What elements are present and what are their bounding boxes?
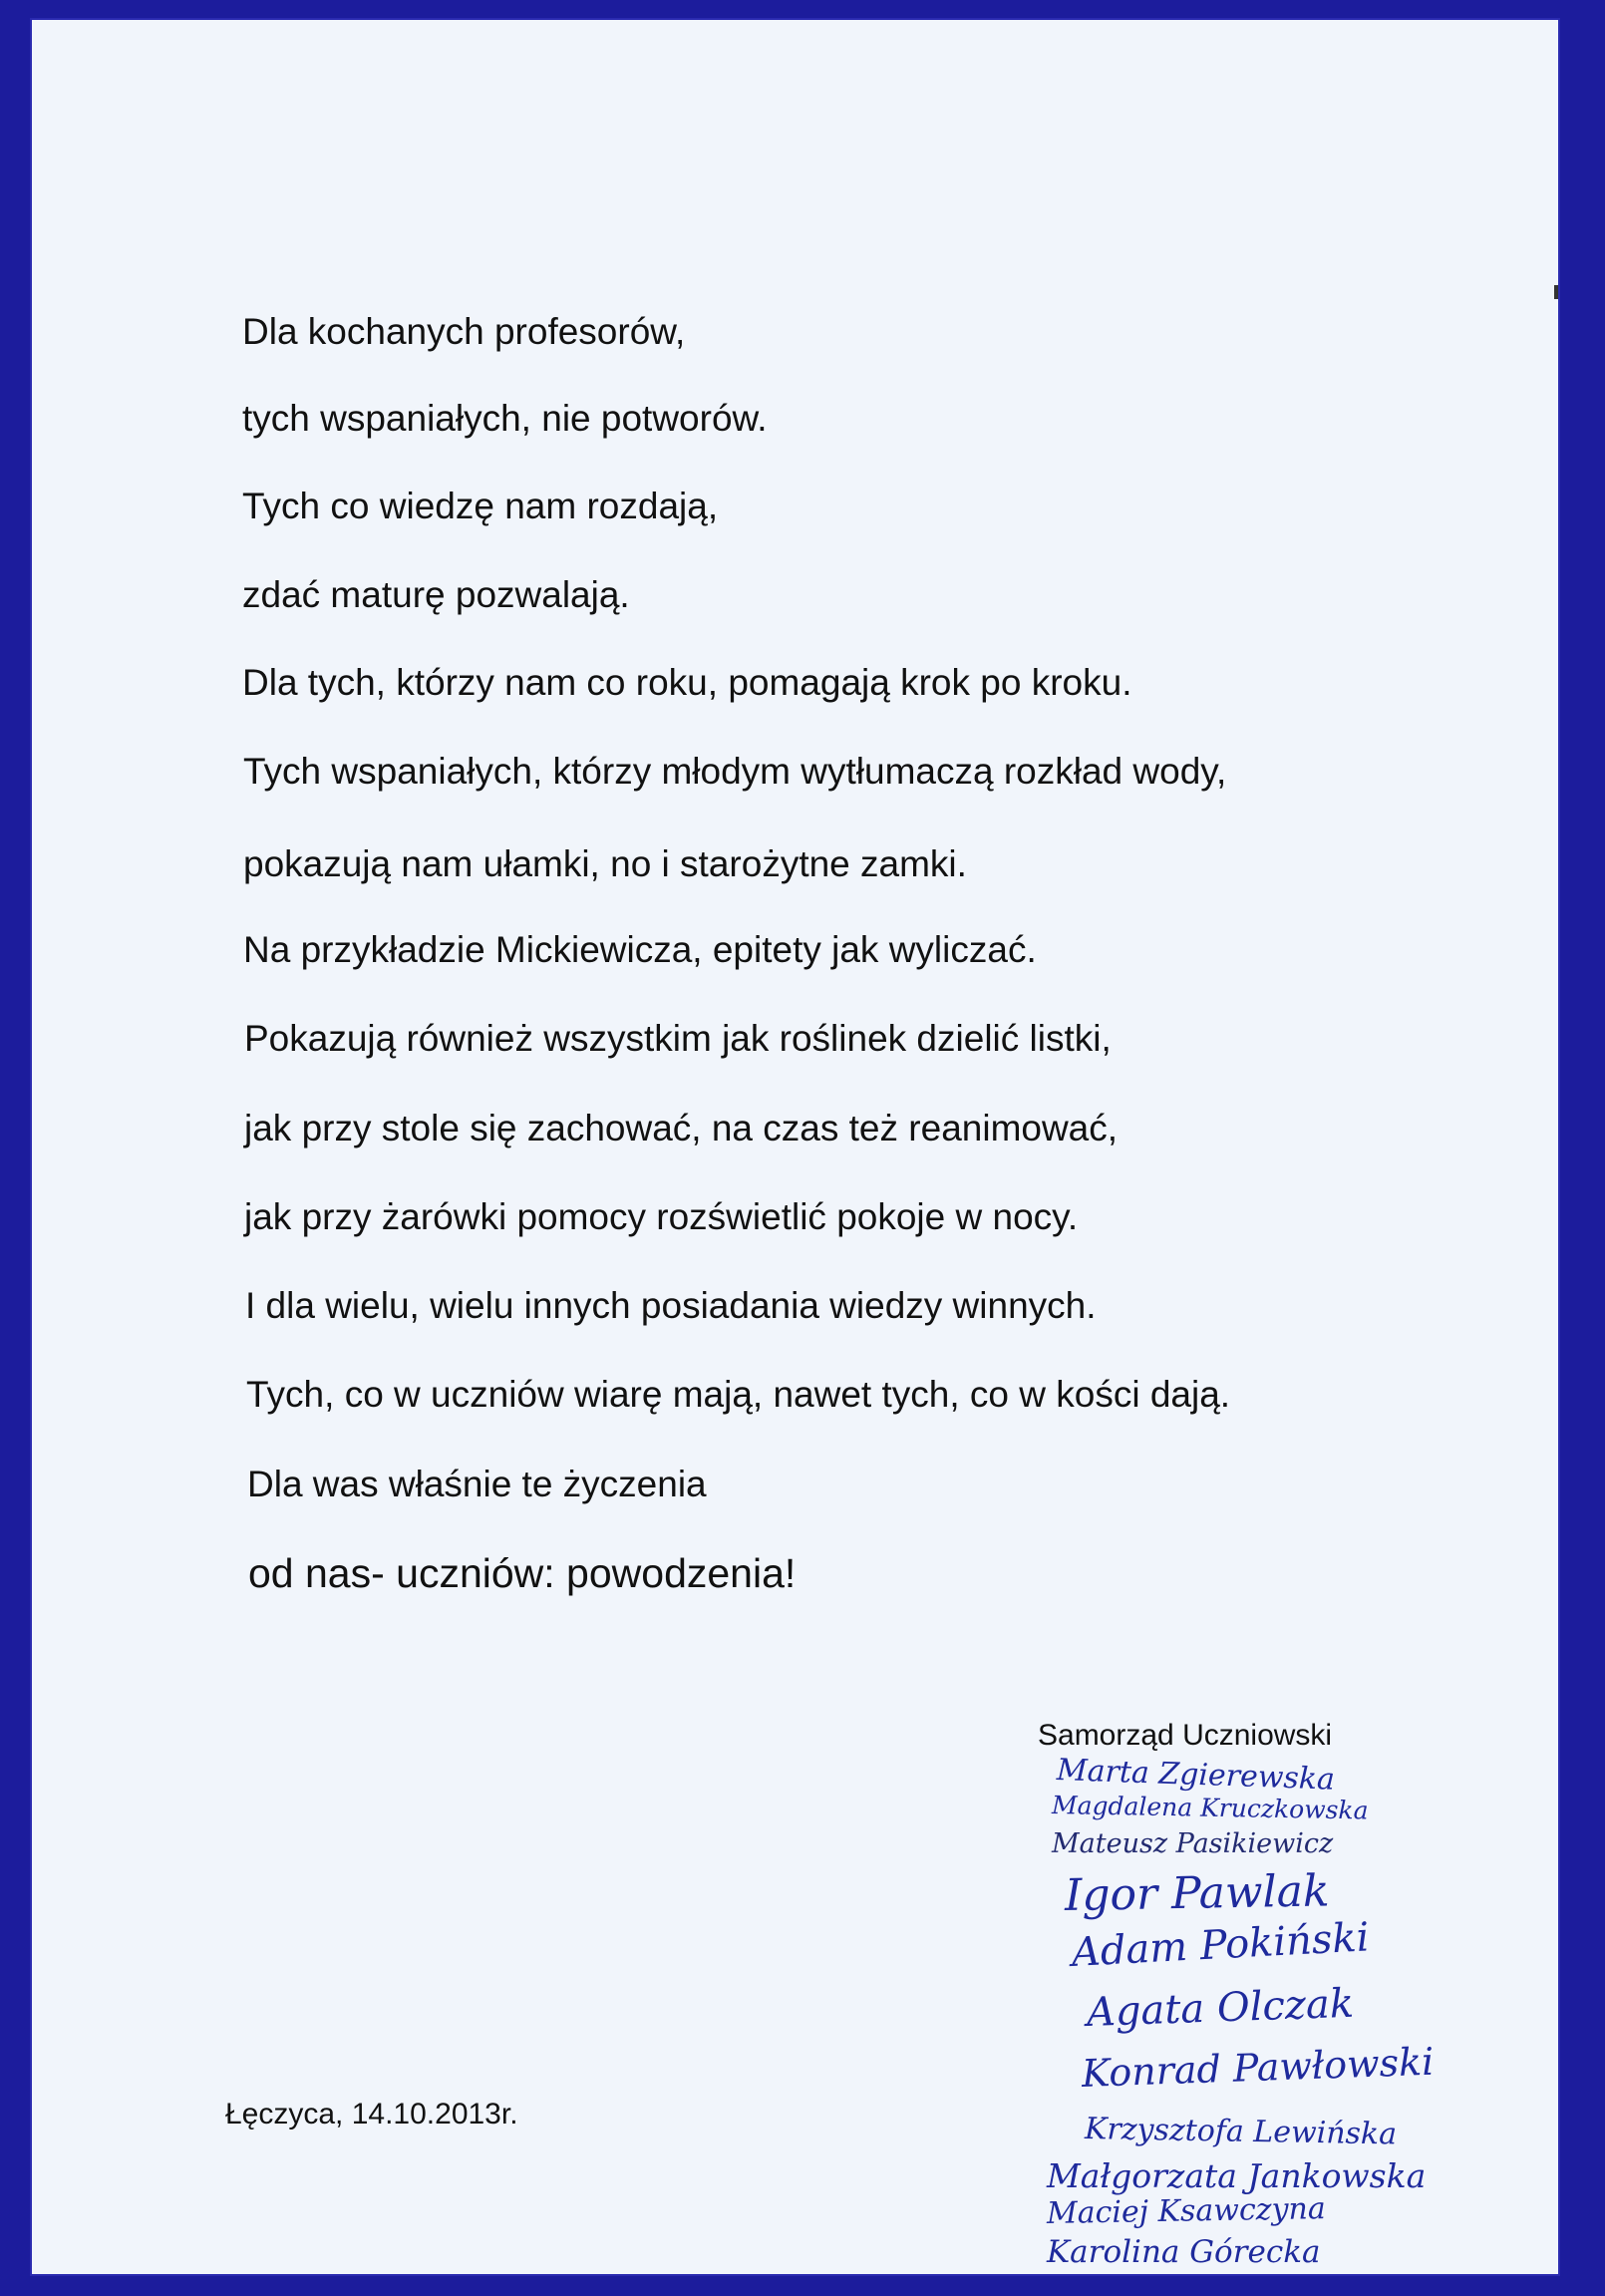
signature: Mateusz Pasikiewicz [1052,1828,1334,1859]
signature: Adam Pokiński [1070,1914,1371,1976]
poem-line: pokazują nam ułamki, no i starożytne zamki. [243,843,967,884]
signature: Krzysztofa Lewińska [1084,2112,1398,2152]
signature: Małgorzata Jankowska [1047,2156,1427,2195]
poem-line: zdać maturę pozwalają. [242,574,630,615]
signoff: Samorząd Uczniowski [1038,1719,1333,1752]
paper-sheet [30,18,1560,2276]
poem-line: jak przy żarówki pomocy rozświetlić pokoje w nocy. [244,1196,1079,1237]
place-and-date: Łęczyca, 14.10.2013r. [225,2098,518,2131]
poem-line: Dla was właśnie te życzenia [247,1464,707,1504]
signature: Igor Pawlak [1064,1865,1330,1921]
signatures-block [1037,1753,1436,2271]
signature: Magdalena Kruczkowska [1051,1791,1369,1825]
poem-closing-line: od nas- uczniów: powodzenia! [248,1550,797,1596]
signature: Marta Zgierewska [1056,1753,1336,1798]
signature: Agata Olczak [1086,1980,1355,2036]
poem-line: Tych co wiedzę nam rozdają, [242,486,719,526]
signature: Karolina Górecka [1047,2234,1321,2270]
poem-line: Tych wspaniałych, którzy młodym wytłumaczą rozkład wody, [243,751,1227,792]
scan-edge-mark [1554,285,1558,299]
poem-line: Pokazują również wszystkim jak roślinek dzielić listki, [244,1018,1112,1059]
poem-line: jak przy stole się zachować, na czas też reanimować, [244,1108,1119,1148]
signature: Konrad Pawłowski [1081,2039,1435,2096]
poem-line: Dla kochanych profesorów, [242,311,686,352]
poem-line: Dla tych, którzy nam co roku, pomagają krok po kroku. [242,662,1132,703]
poem-line: tych wspaniałych, nie potworów. [242,398,768,439]
poem-line: I dla wielu, wielu innych posiadania wiedzy winnych. [245,1285,1097,1326]
poem-line: Tych, co w uczniów wiarę mają, nawet tych, co w kości dają. [246,1374,1231,1415]
signature: Maciej Ksawczyna [1046,2191,1326,2231]
poem-line: Na przykładzie Mickiewicza, epitety jak wyliczać. [243,929,1037,970]
